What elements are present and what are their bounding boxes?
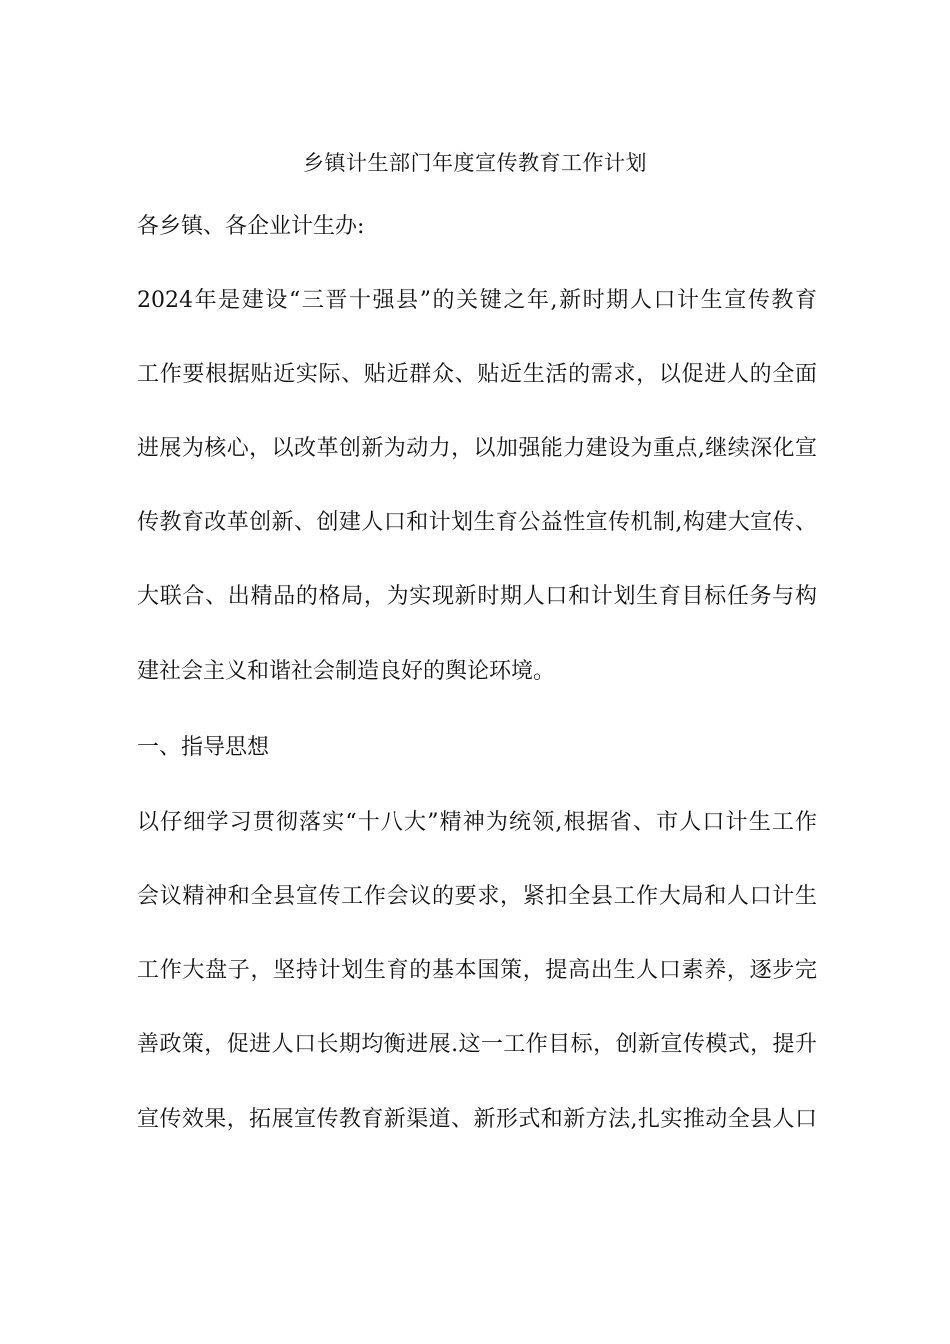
section-heading-guiding-ideology: 一、指导思想 — [137, 735, 270, 760]
intro-line-2: 工作要根据贴近实际、贴近群众、贴近生活的需求，以促进人的全面 — [137, 362, 817, 387]
intro-line-1: 2024年是建设“三晋十强县”的关键之年,新时期人口计生宣传教育 — [137, 288, 817, 313]
salutation: 各乡镇、各企业计生办: — [137, 214, 365, 239]
section1-line-4: 善政策，促进人口长期均衡进展.这一工作目标，创新宣传模式，提升 — [137, 1032, 817, 1057]
intro-line-4: 传教育改革创新、创建人口和计划生育公益性宣传机制,构建大宣传、 — [137, 510, 817, 535]
document-title: 乡镇计生部门年度宣传教育工作计划 — [303, 151, 647, 175]
section1-line-1: 以仔细学习贯彻落实“十八大”精神为统领,根据省、市人口计生工作 — [137, 810, 817, 835]
intro-line-5: 大联合、出精品的格局，为实现新时期人口和计划生育目标任务与构 — [137, 584, 817, 609]
intro-line-3: 进展为核心，以改革创新为动力，以加强能力建设为重点,继续深化宣 — [137, 436, 817, 461]
section1-line-3: 工作大盘子，坚持计划生育的基本国策，提高出生人口素养，逐步完 — [137, 958, 817, 983]
intro-line-6: 建社会主义和谐社会制造良好的舆论环境。 — [137, 659, 556, 684]
section1-line-5: 宣传效果，拓展宣传教育新渠道、新形式和新方法,扎实推动全县人口 — [137, 1107, 817, 1132]
section1-line-2: 会议精神和全县宣传工作会议的要求，紧扣全县工作大局和人口计生 — [137, 884, 817, 909]
